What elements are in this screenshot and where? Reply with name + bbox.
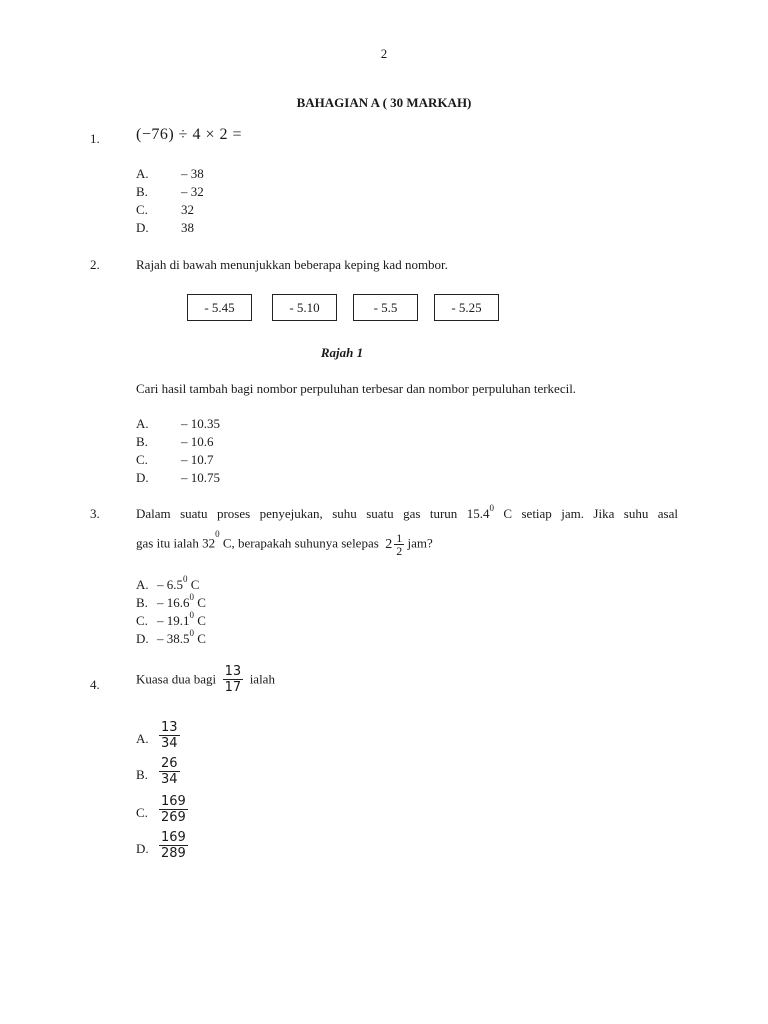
q1-option-a-letter: A. bbox=[136, 166, 149, 181]
q1-option-c-letter: C. bbox=[136, 202, 148, 217]
q4-option-d-letter: D. bbox=[136, 841, 149, 856]
q2-option-d-text: – 10.75 bbox=[181, 470, 220, 485]
question-4-fraction: $\frac{13}{17}$ bbox=[224, 664, 242, 695]
figure-caption: Rajah 1 bbox=[320, 345, 364, 360]
q4-option-c-letter: C. bbox=[136, 805, 148, 820]
q3-option-d-text: – 38.5$^0$ C bbox=[157, 628, 206, 646]
q2-option-c-letter: C. bbox=[136, 452, 148, 467]
number-card: - 5.10 bbox=[272, 294, 337, 321]
page-number: 2 bbox=[380, 46, 388, 61]
question-2-number: 2. bbox=[90, 257, 100, 272]
section-title: BAHAGIAN A ( 30 MARKAH) bbox=[296, 95, 472, 110]
question-4-number: 4. bbox=[90, 677, 100, 692]
q4-option-d-fraction: $\frac{169}{289}$ bbox=[161, 830, 186, 861]
question-2-text: Cari hasil tambah bagi nombor perpuluhan terbesar dan nombor perpuluhan terkecil. bbox=[136, 381, 577, 396]
number-card: - 5.25 bbox=[434, 294, 499, 321]
question-4-prompt: Kuasa dua bagi $\frac{13}{17}$ ialah bbox=[136, 664, 275, 695]
q1-option-d-text: 38 bbox=[181, 220, 194, 235]
number-card: - 5.5 bbox=[353, 294, 418, 321]
q1-option-a-text: – 38 bbox=[181, 166, 204, 181]
q2-option-d-letter: D. bbox=[136, 470, 149, 485]
question-2-prompt: Rajah di bawah menunjukkan beberapa keping kad nombor. bbox=[136, 257, 448, 272]
q1-option-b-letter: B. bbox=[136, 184, 148, 199]
q3-option-d-letter: D. bbox=[136, 631, 149, 646]
question-1-expression: (−76) ÷ 4 × 2 = bbox=[136, 126, 243, 143]
number-card: - 5.45 bbox=[187, 294, 252, 321]
q2-option-a-letter: A. bbox=[136, 416, 149, 431]
q2-option-a-text: – 10.35 bbox=[181, 416, 220, 431]
q2-option-b-text: – 10.6 bbox=[181, 434, 214, 449]
q4-option-b-letter: B. bbox=[136, 767, 148, 782]
mixed-number-fraction: $\frac{1}{2}$ bbox=[396, 531, 403, 558]
q4-option-a-fraction: $\frac{13}{34}$ bbox=[161, 720, 178, 751]
question-3-number: 3. bbox=[90, 506, 100, 521]
q3-option-a-text: – $6.5^0$ C bbox=[157, 574, 200, 592]
q1-option-c-text: 32 bbox=[181, 202, 194, 217]
q1-option-d-letter: D. bbox=[136, 220, 149, 235]
mixed-number-whole: 2 bbox=[385, 536, 393, 552]
q3-option-a-letter: A. bbox=[136, 577, 149, 592]
q4-option-c-fraction: $\frac{169}{269}$ bbox=[161, 794, 186, 825]
question-3-line-2: gas itu ialah $32^0$ C, berapakah suhunya selepas 2 $\frac{1}{2}$ jam? bbox=[136, 529, 433, 558]
q1-option-b-text: – 32 bbox=[181, 184, 204, 199]
q4-option-b-fraction: $\frac{26}{34}$ bbox=[161, 756, 178, 787]
q3-option-c-text: – 19.1$^0$ C bbox=[157, 610, 206, 628]
question-3-line-1: Dalam suatu proses penyejukan, suhu suatu gas turun 15.4$^0$ C setiap jam. Jika suhu asal bbox=[136, 503, 678, 521]
q2-option-b-letter: B. bbox=[136, 434, 148, 449]
q3-option-c-letter: C. bbox=[136, 613, 148, 628]
q2-option-c-text: – 10.7 bbox=[181, 452, 214, 467]
q4-option-a-letter: A. bbox=[136, 731, 149, 746]
question-1-number: 1. bbox=[90, 131, 100, 146]
q3-option-b-text: – 16.6$^0$ C bbox=[157, 592, 206, 610]
q3-option-b-letter: B. bbox=[136, 595, 148, 610]
